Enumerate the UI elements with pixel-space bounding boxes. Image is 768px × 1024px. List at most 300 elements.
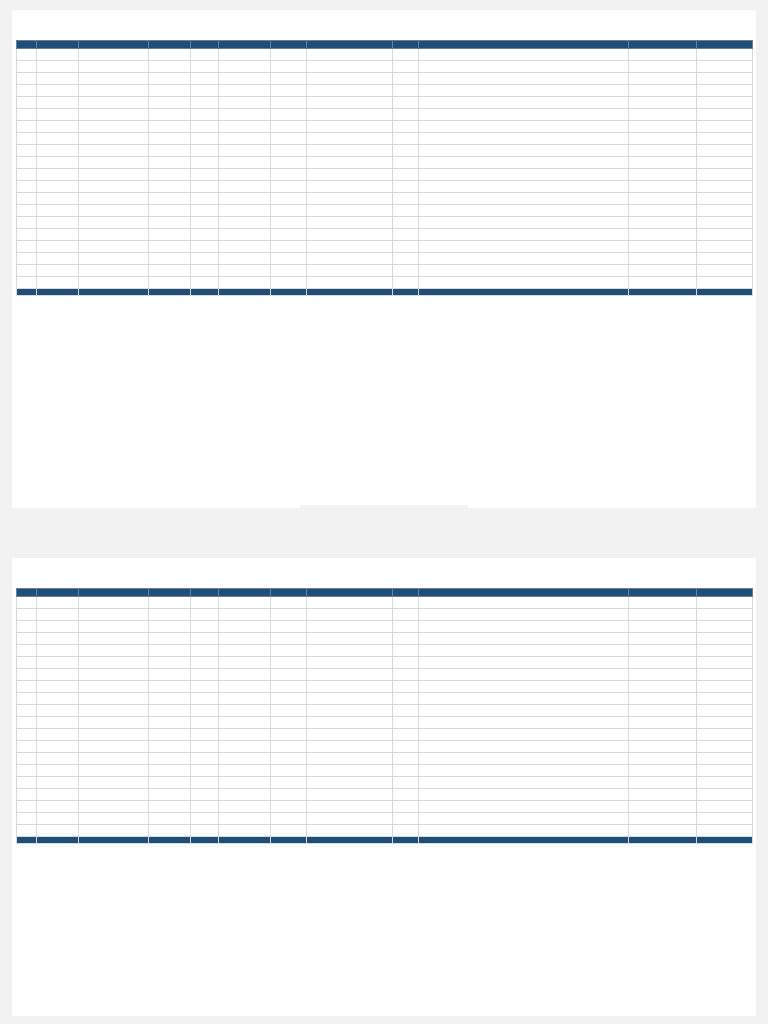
table-cell (629, 121, 697, 133)
table-cell (219, 777, 271, 789)
table-cell (393, 681, 419, 693)
table-cell (697, 669, 753, 681)
table-cell (393, 277, 419, 289)
table-cell (37, 657, 79, 669)
table-row (17, 765, 753, 777)
table-cell (149, 753, 191, 765)
table-cell (697, 753, 753, 765)
table-cell (219, 669, 271, 681)
table-cell (629, 157, 697, 169)
table-cell (393, 121, 419, 133)
table-cell (393, 801, 419, 813)
column-header (629, 589, 697, 597)
table-cell (219, 609, 271, 621)
table-cell (307, 157, 393, 169)
table-cell (697, 621, 753, 633)
table-cell (307, 837, 393, 844)
table-cell (307, 61, 393, 73)
table-cell (629, 777, 697, 789)
table-row (17, 597, 753, 609)
table-cell (393, 229, 419, 241)
table-cell (191, 181, 219, 193)
table-cell (219, 837, 271, 844)
table-cell (271, 205, 307, 217)
table-cell (37, 181, 79, 193)
table-cell (307, 645, 393, 657)
table-cell (17, 825, 37, 837)
table-row (17, 825, 753, 837)
table-cell (393, 741, 419, 753)
table-row (17, 717, 753, 729)
table-cell (37, 217, 79, 229)
table-cell (149, 717, 191, 729)
table-header-row (17, 41, 753, 49)
table-cell (629, 85, 697, 97)
table-cell (307, 145, 393, 157)
column-header (307, 41, 393, 49)
table-cell (149, 217, 191, 229)
table-cell (393, 609, 419, 621)
table-cell (191, 85, 219, 97)
table-row (17, 277, 753, 289)
table-cell (37, 621, 79, 633)
table-cell (307, 693, 393, 705)
table-cell (37, 133, 79, 145)
table-cell (79, 777, 149, 789)
table-cell (79, 789, 149, 801)
table-cell (271, 705, 307, 717)
table-cell (393, 49, 419, 61)
column-header (219, 41, 271, 49)
table-cell (17, 621, 37, 633)
table-cell (17, 777, 37, 789)
table-cell (37, 229, 79, 241)
table-cell (219, 645, 271, 657)
table-cell (17, 169, 37, 181)
table-row (17, 241, 753, 253)
table-cell (629, 717, 697, 729)
column-header (17, 41, 37, 49)
table-cell (307, 265, 393, 277)
table-cell (79, 217, 149, 229)
column-header (149, 41, 191, 49)
table-cell (629, 837, 697, 844)
table-cell (149, 229, 191, 241)
table-cell (191, 609, 219, 621)
table-cell (307, 97, 393, 109)
table-cell (191, 229, 219, 241)
table-cell (37, 669, 79, 681)
table-cell (271, 61, 307, 73)
table-cell (629, 813, 697, 825)
table-cell (697, 229, 753, 241)
column-header (271, 589, 307, 597)
table-cell (629, 609, 697, 621)
table-cell (79, 621, 149, 633)
table-cell (419, 693, 629, 705)
table-cell (419, 621, 629, 633)
table-row (17, 657, 753, 669)
table-cell (419, 277, 629, 289)
table-cell (271, 669, 307, 681)
table-row (17, 609, 753, 621)
table-cell (79, 121, 149, 133)
table-cell (79, 705, 149, 717)
table-row (17, 169, 753, 181)
table-cell (697, 277, 753, 289)
table-cell (17, 121, 37, 133)
table-cell (697, 825, 753, 837)
table-cell (191, 61, 219, 73)
table-cell (79, 837, 149, 844)
table-cell (37, 277, 79, 289)
table-cell (191, 825, 219, 837)
column-header (149, 589, 191, 597)
table-cell (307, 765, 393, 777)
table-cell (271, 657, 307, 669)
table-row (17, 801, 753, 813)
table-cell (629, 181, 697, 193)
table-cell (629, 61, 697, 73)
table-cell (271, 837, 307, 844)
table-cell (17, 765, 37, 777)
table-cell (191, 765, 219, 777)
table-cell (17, 157, 37, 169)
table-cell (419, 669, 629, 681)
table-cell (697, 97, 753, 109)
table-cell (393, 693, 419, 705)
table-cell (307, 217, 393, 229)
table-cell (37, 241, 79, 253)
column-header (17, 589, 37, 597)
table-cell (191, 217, 219, 229)
table-cell (191, 657, 219, 669)
table-cell (629, 789, 697, 801)
table-cell (79, 49, 149, 61)
table-cell (191, 705, 219, 717)
table-cell (191, 265, 219, 277)
table-row (17, 753, 753, 765)
table-cell (17, 729, 37, 741)
table-cell (79, 633, 149, 645)
table-cell (219, 85, 271, 97)
table-header-row (17, 589, 753, 597)
table-cell (307, 801, 393, 813)
table-cell (307, 133, 393, 145)
table-cell (149, 121, 191, 133)
table-cell (419, 181, 629, 193)
table-cell (271, 813, 307, 825)
table-row (17, 633, 753, 645)
table-cell (271, 121, 307, 133)
table-cell (79, 253, 149, 265)
table-cell (17, 657, 37, 669)
table-cell (37, 121, 79, 133)
table-cell (37, 49, 79, 61)
table-row (17, 777, 753, 789)
table-cell (17, 193, 37, 205)
table-cell (271, 681, 307, 693)
schedule-table-room01 (16, 40, 753, 296)
table-cell (419, 765, 629, 777)
table-cell (191, 205, 219, 217)
table-cell (419, 205, 629, 217)
table-cell (393, 765, 419, 777)
table-cell (79, 813, 149, 825)
table-cell (219, 289, 271, 296)
room-count-label (149, 289, 191, 296)
table-cell (17, 253, 37, 265)
table-cell (419, 145, 629, 157)
table-cell (393, 729, 419, 741)
column-header (393, 589, 419, 597)
table-cell (79, 801, 149, 813)
table-cell (149, 169, 191, 181)
table-cell (79, 753, 149, 765)
table-cell (307, 49, 393, 61)
table-cell (37, 777, 79, 789)
table-cell (219, 73, 271, 85)
table-cell (191, 157, 219, 169)
table-cell (79, 193, 149, 205)
table-cell (79, 289, 149, 296)
table-cell (219, 181, 271, 193)
table-cell (271, 825, 307, 837)
table-cell (37, 801, 79, 813)
table-cell (307, 609, 393, 621)
table-cell (393, 669, 419, 681)
table-cell (271, 789, 307, 801)
table-cell (629, 73, 697, 85)
table-cell (191, 97, 219, 109)
table-cell (307, 813, 393, 825)
table-cell (271, 169, 307, 181)
table-cell (191, 145, 219, 157)
table-cell (307, 289, 393, 296)
table-row (17, 61, 753, 73)
table-cell (307, 681, 393, 693)
table-cell (219, 597, 271, 609)
table-cell (79, 717, 149, 729)
table-cell (219, 109, 271, 121)
table-cell (419, 681, 629, 693)
table-cell (191, 753, 219, 765)
table-cell (419, 813, 629, 825)
table-cell (419, 717, 629, 729)
table-cell (307, 825, 393, 837)
table-cell (17, 753, 37, 765)
table-cell (191, 801, 219, 813)
table-row (17, 681, 753, 693)
table-cell (419, 169, 629, 181)
table-cell (149, 73, 191, 85)
table-cell (149, 729, 191, 741)
table-cell (393, 289, 419, 296)
table-cell (307, 705, 393, 717)
table-cell (307, 181, 393, 193)
table-row (17, 789, 753, 801)
column-header (697, 589, 753, 597)
table-cell (629, 133, 697, 145)
table-cell (393, 109, 419, 121)
table-cell (697, 609, 753, 621)
table-cell (271, 597, 307, 609)
table-cell (307, 193, 393, 205)
table-cell (629, 145, 697, 157)
table-cell (271, 729, 307, 741)
table-cell (37, 753, 79, 765)
table-cell (307, 85, 393, 97)
table-cell (271, 157, 307, 169)
table-cell (79, 73, 149, 85)
column-header (629, 41, 697, 49)
table-cell (419, 729, 629, 741)
table-cell (219, 61, 271, 73)
table-cell (219, 813, 271, 825)
table-row (17, 97, 753, 109)
room-count-label (149, 837, 191, 844)
table-cell (419, 133, 629, 145)
table-cell (17, 717, 37, 729)
table-cell (219, 97, 271, 109)
table-cell (191, 73, 219, 85)
table-cell (629, 597, 697, 609)
table-cell (697, 741, 753, 753)
table-cell (307, 669, 393, 681)
table-cell (79, 693, 149, 705)
table-cell (393, 813, 419, 825)
table-cell (17, 217, 37, 229)
table-cell (79, 133, 149, 145)
table-cell (629, 289, 697, 296)
document-page-1 (12, 10, 756, 508)
table-cell (307, 729, 393, 741)
table-cell (17, 133, 37, 145)
table-cell (419, 597, 629, 609)
table-cell (149, 681, 191, 693)
table-row (17, 193, 753, 205)
table-cell (271, 241, 307, 253)
table-cell (79, 609, 149, 621)
table-cell (219, 801, 271, 813)
table-cell (419, 789, 629, 801)
table-cell (191, 729, 219, 741)
table-cell (17, 61, 37, 73)
table-cell (393, 265, 419, 277)
table-cell (629, 169, 697, 181)
table-cell (149, 61, 191, 73)
table-cell (393, 241, 419, 253)
table-cell (307, 789, 393, 801)
table-cell (191, 133, 219, 145)
table-row (17, 109, 753, 121)
table-cell (393, 85, 419, 97)
table-cell (149, 633, 191, 645)
table-cell (393, 205, 419, 217)
table-cell (79, 61, 149, 73)
table-cell (17, 681, 37, 693)
table-cell (17, 265, 37, 277)
table-cell (219, 145, 271, 157)
table-cell (149, 777, 191, 789)
table-cell (149, 801, 191, 813)
table-cell (271, 801, 307, 813)
column-header (419, 589, 629, 597)
table-cell (219, 753, 271, 765)
table-cell (219, 633, 271, 645)
table-row (17, 645, 753, 657)
table-cell (393, 253, 419, 265)
table-cell (79, 825, 149, 837)
table-cell (419, 49, 629, 61)
table-cell (419, 61, 629, 73)
table-cell (219, 277, 271, 289)
table-cell (629, 277, 697, 289)
column-header (219, 589, 271, 597)
table-cell (271, 621, 307, 633)
table-cell (37, 693, 79, 705)
table-cell (697, 777, 753, 789)
table-cell (697, 49, 753, 61)
table-cell (37, 169, 79, 181)
table-cell (191, 193, 219, 205)
table-cell (271, 97, 307, 109)
table-cell (219, 229, 271, 241)
table-cell (37, 109, 79, 121)
table-cell (149, 109, 191, 121)
table-cell (219, 265, 271, 277)
table-cell (191, 621, 219, 633)
table-cell (307, 657, 393, 669)
table-cell (393, 657, 419, 669)
table-cell (191, 121, 219, 133)
table-cell (191, 789, 219, 801)
table-cell (191, 669, 219, 681)
table-cell (393, 97, 419, 109)
table-cell (191, 693, 219, 705)
table-cell (219, 169, 271, 181)
table-cell (697, 289, 753, 296)
table-cell (419, 73, 629, 85)
table-cell (271, 133, 307, 145)
table-cell (271, 49, 307, 61)
table-cell (37, 193, 79, 205)
table-cell (79, 765, 149, 777)
table-cell (697, 837, 753, 844)
table-cell (149, 621, 191, 633)
table-cell (37, 765, 79, 777)
table-cell (37, 157, 79, 169)
room-count-row (17, 289, 753, 296)
table-cell (271, 217, 307, 229)
table-cell (271, 181, 307, 193)
table-cell (697, 717, 753, 729)
table-cell (149, 645, 191, 657)
table-cell (79, 681, 149, 693)
table-cell (393, 61, 419, 73)
table-cell (307, 633, 393, 645)
table-cell (191, 241, 219, 253)
table-cell (419, 241, 629, 253)
table-cell (393, 181, 419, 193)
table-cell (697, 645, 753, 657)
table-row (17, 741, 753, 753)
table-cell (79, 729, 149, 741)
table-cell (629, 49, 697, 61)
table-cell (37, 253, 79, 265)
table-cell (191, 681, 219, 693)
table-cell (219, 49, 271, 61)
